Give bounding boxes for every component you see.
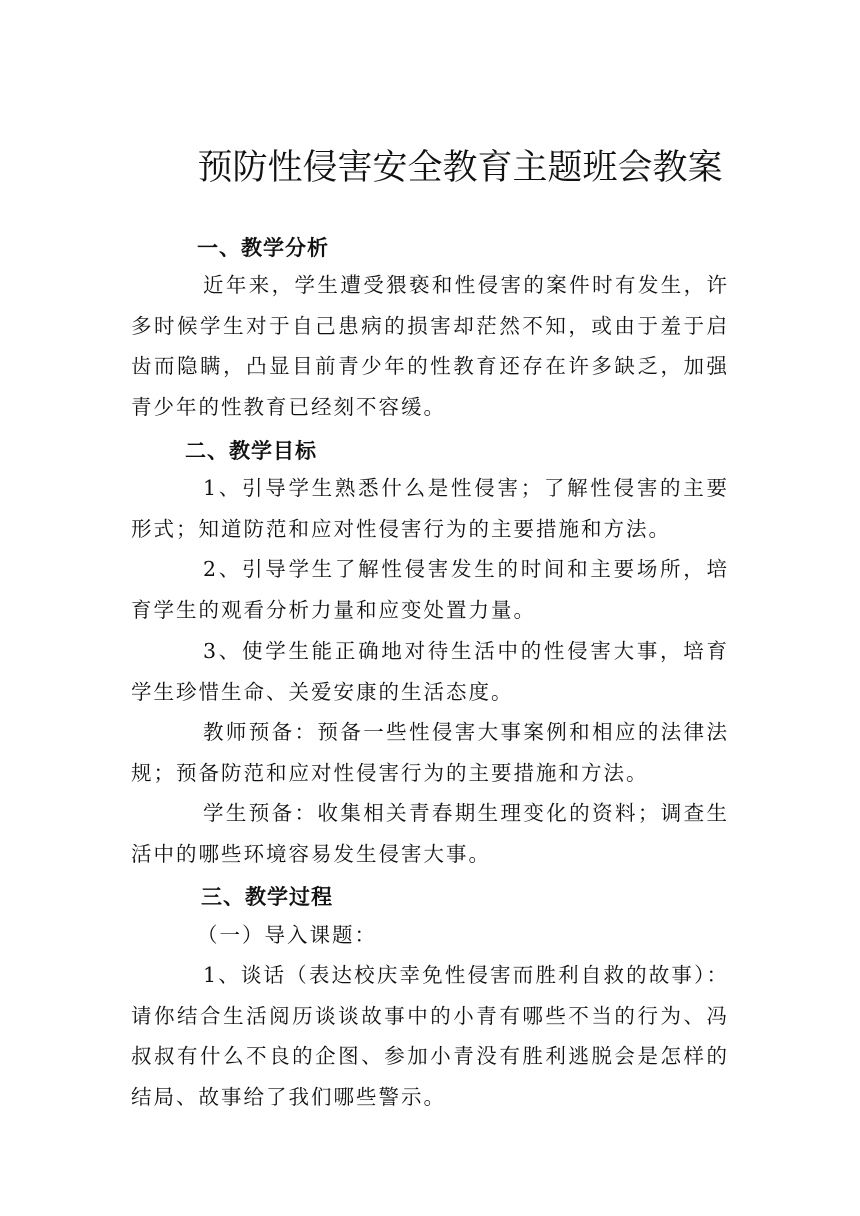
paragraph-analysis: 近年来，学生遭受猥亵和性侵害的案件时有发生，许多时候学生对于自己患病的损害却茫然不知，或由于羞于启齿而隐瞒，凸显目前青少年的性教育还存在许多缺乏，加强青少年的性教育已经刻不容缓。 (131, 273, 729, 419)
subheading-intro: （一）导入课题： (197, 923, 377, 947)
document-title: 预防性侵害安全教育主题班会教案 (197, 148, 723, 188)
paragraph-process-1: 1、谈话（表达校庆幸免性侵害而胜利自救的故事）：请你结合生活阅历谈谈故事中的小青有哪些不当的行为、冯叔叔有什么不良的企图、参加小青没有胜利逃脱会是怎样的结局、故事给了我们哪些警示。 (131, 963, 729, 1109)
section-heading-process: 三、教学过程 (201, 885, 333, 909)
paragraph-goal-1: 1、引导学生熟悉什么是性侵害；了解性侵害的主要形式；知道防范和应对性侵害行为的主要措施和方法。 (131, 476, 729, 541)
paragraph-student-prep: 学生预备：收集相关青春期生理变化的资料；调查生活中的哪些环境容易发生侵害大事。 (131, 801, 729, 866)
paragraph-goal-3: 3、使学生能正确地对待生活中的性侵害大事，培育学生珍惜生命、关爱安康的生活态度。 (131, 639, 729, 704)
section-heading-analysis: 一、教学分析 (197, 236, 329, 260)
paragraph-teacher-prep: 教师预备：预备一些性侵害大事案例和相应的法律法规；预备防范和应对性侵害行为的主要措施和方法。 (131, 720, 729, 785)
paragraph-goal-2: 2、引导学生了解性侵害发生的时间和主要场所，培育学生的观看分析力量和应变处置力量。 (131, 557, 729, 622)
section-heading-goals: 二、教学目标 (185, 439, 317, 463)
